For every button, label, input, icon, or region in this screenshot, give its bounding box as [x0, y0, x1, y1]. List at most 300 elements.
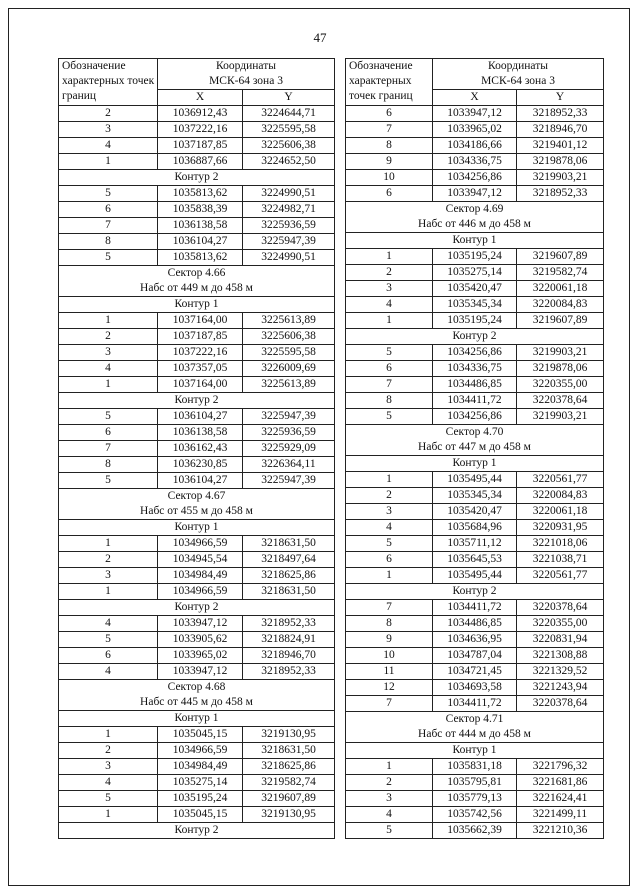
point-number: 1 — [59, 807, 158, 823]
y-coordinate: 3220831,94 — [517, 632, 604, 648]
sector-row — [346, 202, 604, 218]
x-coordinate: 1037187,85 — [158, 329, 243, 345]
table-row — [59, 122, 335, 138]
table-row — [346, 393, 604, 409]
table-header — [346, 59, 604, 90]
x-coordinate: 1035345,34 — [433, 297, 517, 313]
table-row — [346, 488, 604, 504]
x-coordinate: 1035813,62 — [158, 250, 243, 266]
height-range-row — [59, 281, 335, 297]
contour-row — [346, 233, 604, 249]
point-number: 4 — [59, 616, 158, 632]
point-number: 4 — [59, 664, 158, 680]
x-coordinate: 1037164,00 — [158, 377, 243, 393]
point-number: 10 — [346, 170, 433, 186]
table-row — [346, 600, 604, 616]
table-row — [59, 584, 335, 600]
point-number: 4 — [59, 361, 158, 377]
table-row — [346, 568, 604, 584]
table-row — [59, 186, 335, 202]
x-coordinate: 1035045,15 — [158, 807, 243, 823]
table-row — [346, 536, 604, 552]
point-number: 5 — [59, 409, 158, 425]
y-coordinate: 3219903,21 — [517, 409, 604, 425]
x-coordinate: 1037164,00 — [158, 313, 243, 329]
coordinates-system: МСК-64 зона 3 — [481, 75, 555, 87]
table-row — [346, 696, 604, 712]
y-coordinate: 3220378,64 — [517, 393, 604, 409]
point-number: 1 — [59, 727, 158, 743]
height-range: Набс от 445 м до 458 м — [59, 695, 335, 711]
table-row — [346, 807, 604, 823]
height-range-row — [346, 440, 604, 456]
table-row — [59, 138, 335, 154]
y-coordinate: 3219903,21 — [517, 170, 604, 186]
point-number: 3 — [59, 759, 158, 775]
contour-heading: Контур 1 — [59, 520, 335, 536]
x-coordinate: 1035495,44 — [433, 472, 517, 488]
height-range: Набс от 446 м до 458 м — [346, 217, 604, 233]
sector-heading: Сектор 4.69 — [346, 202, 604, 218]
point-number: 6 — [346, 552, 433, 568]
y-coordinate: 3224982,71 — [243, 202, 335, 218]
y-coordinate: 3219130,95 — [243, 727, 335, 743]
contour-row — [346, 329, 604, 345]
y-coordinate: 3218625,86 — [243, 759, 335, 775]
point-number: 1 — [59, 377, 158, 393]
table-row — [346, 823, 604, 839]
contour-heading: Контур 2 — [346, 329, 604, 345]
y-coordinate: 3221018,06 — [517, 536, 604, 552]
y-coordinate: 3221624,41 — [517, 791, 604, 807]
x-coordinate: 1035195,24 — [158, 791, 243, 807]
table-row — [59, 218, 335, 234]
height-range: Набс от 455 м до 458 м — [59, 504, 335, 520]
x-coordinate: 1033965,02 — [433, 122, 517, 138]
point-number: 11 — [346, 664, 433, 680]
point-number: 12 — [346, 680, 433, 696]
y-coordinate: 3221681,86 — [517, 775, 604, 791]
y-coordinate: 3219582,74 — [517, 265, 604, 281]
y-coordinate: 3224644,71 — [243, 106, 335, 122]
point-number: 1 — [346, 759, 433, 775]
point-number: 1 — [346, 249, 433, 265]
y-coordinate: 3224990,51 — [243, 186, 335, 202]
y-coordinate: 3220378,64 — [517, 696, 604, 712]
x-coordinate: 1033947,12 — [158, 616, 243, 632]
y-coordinate: 3225595,58 — [243, 345, 335, 361]
y-coordinate: 3218952,33 — [517, 106, 604, 122]
point-number: 3 — [346, 791, 433, 807]
y-coordinate: 3225929,09 — [243, 441, 335, 457]
table-row — [346, 345, 604, 361]
x-coordinate: 1034411,72 — [433, 393, 517, 409]
right-coordinates-table — [345, 58, 604, 839]
page-number: 47 — [313, 30, 327, 45]
contour-row — [59, 711, 335, 727]
y-coordinate: 3225613,89 — [243, 313, 335, 329]
x-coordinate: 1037222,16 — [158, 345, 243, 361]
contour-heading: Контур 2 — [59, 393, 335, 409]
x-coordinate: 1034966,59 — [158, 743, 243, 759]
contour-row — [346, 456, 604, 472]
y-coordinate: 3225936,59 — [243, 425, 335, 441]
table-row — [59, 648, 335, 664]
y-coordinate: 3225613,89 — [243, 377, 335, 393]
table-row — [346, 775, 604, 791]
contour-row — [346, 743, 604, 759]
table-row — [346, 265, 604, 281]
table-row — [346, 281, 604, 297]
point-number: 6 — [346, 186, 433, 202]
point-number: 3 — [59, 568, 158, 584]
x-coordinate: 1034721,45 — [433, 664, 517, 680]
table-row — [346, 504, 604, 520]
y-coordinate: 3219878,06 — [517, 361, 604, 377]
point-number: 5 — [346, 823, 433, 839]
y-coordinate: 3219607,89 — [517, 313, 604, 329]
y-coordinate: 3225947,39 — [243, 409, 335, 425]
point-number: 6 — [59, 202, 158, 218]
x-coordinate: 1034256,86 — [433, 170, 517, 186]
table-row — [59, 775, 335, 791]
x-header: X — [158, 90, 243, 106]
table-row — [59, 473, 335, 489]
point-number: 8 — [346, 616, 433, 632]
x-coordinate: 1034411,72 — [433, 696, 517, 712]
table-row — [346, 138, 604, 154]
table-row — [346, 759, 604, 775]
table-row — [59, 632, 335, 648]
height-range-row — [59, 504, 335, 520]
point-number: 7 — [346, 122, 433, 138]
contour-heading: Контур 1 — [59, 297, 335, 313]
table-row — [346, 791, 604, 807]
y-coordinate: 3218946,70 — [243, 648, 335, 664]
table-row — [346, 361, 604, 377]
x-coordinate: 1035195,24 — [433, 313, 517, 329]
point-number: 7 — [346, 696, 433, 712]
table-row — [346, 186, 604, 202]
x-coordinate: 1035711,12 — [433, 536, 517, 552]
table-row — [59, 345, 335, 361]
point-number: 1 — [59, 313, 158, 329]
height-range-row — [59, 695, 335, 711]
table-row — [59, 250, 335, 266]
contour-heading: Контур 1 — [346, 743, 604, 759]
table-row — [346, 648, 604, 664]
point-number: 5 — [59, 791, 158, 807]
y-coordinate: 3221308,88 — [517, 648, 604, 664]
contour-row — [59, 600, 335, 616]
point-number: 1 — [346, 568, 433, 584]
table-row — [346, 122, 604, 138]
x-coordinate: 1036230,85 — [158, 457, 243, 473]
table-row — [346, 297, 604, 313]
height-range: Набс от 447 м до 458 м — [346, 440, 604, 456]
y-coordinate: 3220378,64 — [517, 600, 604, 616]
x-coordinate: 1034693,58 — [433, 680, 517, 696]
table-row — [59, 536, 335, 552]
x-coordinate: 1035195,24 — [433, 249, 517, 265]
y-coordinate: 3219903,21 — [517, 345, 604, 361]
contour-row — [59, 823, 335, 839]
table-row — [59, 743, 335, 759]
left-coordinates-table — [58, 58, 335, 839]
x-coordinate: 1036104,27 — [158, 473, 243, 489]
sector-row — [59, 489, 335, 505]
table-row — [59, 807, 335, 823]
table-row — [59, 313, 335, 329]
y-coordinate: 3220061,18 — [517, 281, 604, 297]
contour-row — [59, 520, 335, 536]
point-number: 1 — [346, 472, 433, 488]
x-coordinate: 1036887,66 — [158, 154, 243, 170]
y-coordinate: 3218952,33 — [517, 186, 604, 202]
table-row — [59, 616, 335, 632]
y-coordinate: 3221499,11 — [517, 807, 604, 823]
table-row — [59, 377, 335, 393]
y-coordinate: 3220931,95 — [517, 520, 604, 536]
x-header: X — [433, 90, 517, 106]
point-number: 5 — [346, 409, 433, 425]
point-number: 5 — [59, 473, 158, 489]
y-coordinate: 3218631,50 — [243, 743, 335, 759]
point-number: 8 — [346, 393, 433, 409]
point-number: 5 — [59, 186, 158, 202]
table-row — [59, 425, 335, 441]
y-coordinate: 3218952,33 — [243, 616, 335, 632]
table-row — [59, 552, 335, 568]
y-coordinate: 3219607,89 — [517, 249, 604, 265]
y-coordinate: 3221243,94 — [517, 680, 604, 696]
y-coordinate: 3220355,00 — [517, 377, 604, 393]
table-row — [59, 361, 335, 377]
sector-heading: Сектор 4.70 — [346, 425, 604, 441]
point-number: 6 — [59, 425, 158, 441]
point-number: 2 — [346, 488, 433, 504]
coordinates-header — [433, 59, 604, 90]
point-number: 7 — [346, 600, 433, 616]
sector-row — [346, 425, 604, 441]
table-row — [59, 727, 335, 743]
contour-row — [59, 170, 335, 186]
x-coordinate: 1034486,85 — [433, 616, 517, 632]
contour-row — [346, 584, 604, 600]
y-coordinate: 3219582,74 — [243, 775, 335, 791]
y-coordinate: 3225606,38 — [243, 329, 335, 345]
sector-heading: Сектор 4.71 — [346, 712, 604, 728]
point-number: 1 — [59, 536, 158, 552]
contour-heading: Контур 2 — [59, 170, 335, 186]
coordinates-title: Координаты — [216, 60, 276, 72]
table-row — [346, 154, 604, 170]
table-row — [346, 616, 604, 632]
y-coordinate: 3219130,95 — [243, 807, 335, 823]
height-range-row — [346, 217, 604, 233]
y-coordinate: 3220561,77 — [517, 568, 604, 584]
point-number: 8 — [346, 138, 433, 154]
x-coordinate: 1034336,75 — [433, 154, 517, 170]
point-number: 3 — [59, 122, 158, 138]
y-coordinate: 3221210,36 — [517, 823, 604, 839]
y-coordinate: 3220355,00 — [517, 616, 604, 632]
y-coordinate: 3219401,12 — [517, 138, 604, 154]
table-row — [346, 632, 604, 648]
y-coordinate: 3226009,69 — [243, 361, 335, 377]
point-number: 5 — [59, 250, 158, 266]
point-number: 8 — [59, 457, 158, 473]
x-coordinate: 1034411,72 — [433, 600, 517, 616]
table-row — [59, 202, 335, 218]
coordinates-header — [158, 59, 335, 90]
table-row — [346, 520, 604, 536]
x-coordinate: 1037357,05 — [158, 361, 243, 377]
sector-heading: Сектор 4.67 — [59, 489, 335, 505]
table-row — [59, 759, 335, 775]
y-coordinate: 3218631,50 — [243, 536, 335, 552]
x-coordinate: 1033947,12 — [433, 186, 517, 202]
table-row — [346, 170, 604, 186]
x-coordinate: 1033947,12 — [433, 106, 517, 122]
table-row — [346, 680, 604, 696]
y-coordinate: 3219878,06 — [517, 154, 604, 170]
x-coordinate: 1036104,27 — [158, 234, 243, 250]
x-coordinate: 1036104,27 — [158, 409, 243, 425]
contour-row — [59, 393, 335, 409]
x-coordinate: 1033905,62 — [158, 632, 243, 648]
y-coordinate: 3220084,83 — [517, 488, 604, 504]
x-coordinate: 1035275,14 — [433, 265, 517, 281]
table-row — [59, 568, 335, 584]
point-number: 4 — [59, 775, 158, 791]
y-coordinate: 3224990,51 — [243, 250, 335, 266]
x-coordinate: 1034636,95 — [433, 632, 517, 648]
contour-heading: Контур 2 — [59, 600, 335, 616]
x-coordinate: 1036138,58 — [158, 218, 243, 234]
table-header — [59, 59, 335, 90]
x-coordinate: 1034984,49 — [158, 568, 243, 584]
x-coordinate: 1035813,62 — [158, 186, 243, 202]
table-row — [346, 249, 604, 265]
y-coordinate: 3220084,83 — [517, 297, 604, 313]
x-coordinate: 1035345,34 — [433, 488, 517, 504]
x-coordinate: 1036138,58 — [158, 425, 243, 441]
y-coordinate: 3220061,18 — [517, 504, 604, 520]
x-coordinate: 1034256,86 — [433, 345, 517, 361]
x-coordinate: 1035420,47 — [433, 504, 517, 520]
point-number: 10 — [346, 648, 433, 664]
x-coordinate: 1035779,13 — [433, 791, 517, 807]
x-coordinate: 1033965,02 — [158, 648, 243, 664]
x-coordinate: 1034486,85 — [433, 377, 517, 393]
contour-heading: Контур 1 — [346, 233, 604, 249]
y-coordinate: 3225595,58 — [243, 122, 335, 138]
table-row — [346, 409, 604, 425]
point-number: 5 — [59, 632, 158, 648]
contour-heading: Контур 2 — [346, 584, 604, 600]
contour-heading: Контур 2 — [59, 823, 335, 839]
sector-row — [59, 266, 335, 282]
x-coordinate: 1037222,16 — [158, 122, 243, 138]
x-coordinate: 1034186,66 — [433, 138, 517, 154]
y-coordinate: 3225947,39 — [243, 473, 335, 489]
x-coordinate: 1035275,14 — [158, 775, 243, 791]
point-number: 3 — [59, 345, 158, 361]
point-number: 2 — [59, 329, 158, 345]
y-coordinate: 3218946,70 — [517, 122, 604, 138]
table-row — [59, 457, 335, 473]
point-number: 1 — [59, 154, 158, 170]
x-coordinate: 1034984,49 — [158, 759, 243, 775]
point-number: 6 — [346, 361, 433, 377]
sector-heading: Сектор 4.68 — [59, 680, 335, 696]
point-number: 9 — [346, 154, 433, 170]
y-coordinate: 3225947,39 — [243, 234, 335, 250]
x-coordinate: 1034787,04 — [433, 648, 517, 664]
y-coordinate: 3225936,59 — [243, 218, 335, 234]
y-coordinate: 3219607,89 — [243, 791, 335, 807]
x-coordinate: 1037187,85 — [158, 138, 243, 154]
point-number: 7 — [346, 377, 433, 393]
x-coordinate: 1033947,12 — [158, 664, 243, 680]
point-number: 2 — [346, 775, 433, 791]
y-header: Y — [517, 90, 604, 106]
table-row — [59, 106, 335, 122]
point-number: 2 — [59, 743, 158, 759]
y-coordinate: 3226364,11 — [243, 457, 335, 473]
point-number: 4 — [346, 297, 433, 313]
point-number: 6 — [59, 648, 158, 664]
table-row — [346, 664, 604, 680]
point-number: 8 — [59, 234, 158, 250]
x-coordinate: 1035684,96 — [433, 520, 517, 536]
table-row — [59, 234, 335, 250]
table-row — [59, 409, 335, 425]
table-row — [59, 441, 335, 457]
point-number: 4 — [346, 807, 433, 823]
x-coordinate: 1034336,75 — [433, 361, 517, 377]
coordinates-system: МСК-64 зона 3 — [209, 75, 283, 87]
x-coordinate: 1036162,43 — [158, 441, 243, 457]
table-row — [59, 329, 335, 345]
x-coordinate: 1035420,47 — [433, 281, 517, 297]
x-coordinate: 1036912,43 — [158, 106, 243, 122]
point-number: 7 — [59, 441, 158, 457]
x-coordinate: 1035645,53 — [433, 552, 517, 568]
contour-heading: Контур 1 — [346, 456, 604, 472]
y-coordinate: 3218497,64 — [243, 552, 335, 568]
y-coordinate: 3220561,77 — [517, 472, 604, 488]
contour-row — [59, 297, 335, 313]
y-coordinate: 3225606,38 — [243, 138, 335, 154]
y-coordinate: 3218952,33 — [243, 664, 335, 680]
y-coordinate: 3218631,50 — [243, 584, 335, 600]
x-coordinate: 1035831,18 — [433, 759, 517, 775]
table-row — [346, 552, 604, 568]
point-number: 1 — [346, 313, 433, 329]
y-header: Y — [243, 90, 335, 106]
x-coordinate: 1034256,86 — [433, 409, 517, 425]
point-number: 4 — [59, 138, 158, 154]
y-coordinate: 3218625,86 — [243, 568, 335, 584]
height-range: Набс от 449 м до 458 м — [59, 281, 335, 297]
y-coordinate: 3221329,52 — [517, 664, 604, 680]
height-range: Набс от 444 м до 458 м — [346, 727, 604, 743]
designation-header: Обозначение характерных точек границ — [346, 59, 433, 106]
x-coordinate: 1035742,56 — [433, 807, 517, 823]
table-row — [346, 106, 604, 122]
